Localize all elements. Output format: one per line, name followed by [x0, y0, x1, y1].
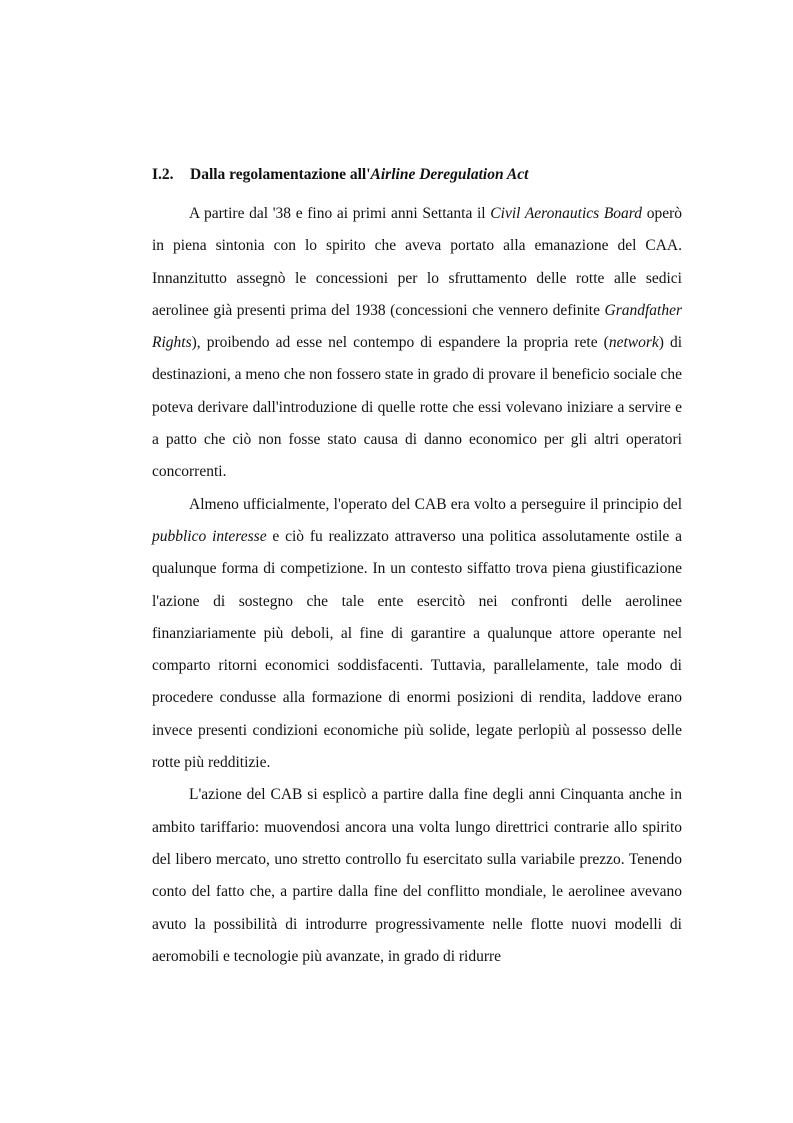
paragraph-list: [152, 198, 682, 973]
section-number: I.2.: [152, 166, 174, 183]
document-page: [152, 161, 682, 973]
paragraph-segment-italic: Civil Aeronautics Board: [490, 205, 643, 222]
paragraph-segment: A partire dal '38 e fino ai primi anni Settanta il: [189, 205, 491, 222]
paragraph-segment: ) di destinazioni, a meno che non fossero state in grado di provare il beneficio sociale che poteva derivare dall'introduzione di quelle rotte che essi volevano iniziare a servire e a patto che ciò non fosse stato causa di danno economico per gli altri operatori concorrenti.: [152, 334, 683, 481]
paragraph-segment-italic: Grandfather Rights: [152, 301, 682, 352]
paragraph-segment: Almeno ufficialmente, l'operato del CAB era volto a perseguire il principio del: [189, 495, 682, 513]
paragraph-2: [152, 489, 682, 780]
paragraph-segment-italic: pubblico interesse: [152, 527, 267, 545]
paragraph-3: [152, 779, 682, 973]
paragraph-segment: L'azione del CAB si esplicò a partire dalla fine degli anni Cinquanta anche in ambito tariffario: muovendosi ancora una volta lungo direttrici contrarie allo spirito del libero mercato, uno stretto controllo fu esercitato sulla variabile prezzo. Tenendo conto del fatto che, a partire dalla fine del conflitto mondiale, le aerolinee avevano avuto la possibilità di introdurre progressivamente nelle flotte nuovi modelli di aeromobili e tecnologie più avanzate, in grado di ridurre: [152, 786, 682, 965]
paragraph-segment: ), proibendo ad esse nel contempo di espandere la propria rete (: [191, 334, 609, 352]
paragraph-segment-italic: network: [608, 334, 659, 352]
section-title-italic: Airline Deregulation Act: [370, 166, 529, 183]
paragraph-segment: operò in piena sintonia con lo spirito che aveva portato alla emanazione del CAA. Innanzitutto assegnò le concessioni per lo sfruttamento delle rotte alle sedici aerolinee già presenti prima del 1938 (concessioni che vennero definite: [152, 205, 682, 319]
section-heading: [152, 161, 682, 188]
paragraph-1: [152, 198, 682, 489]
paragraph-segment: e ciò fu realizzato attraverso una politica assolutamente ostile a qualunque forma di competizione. In un contesto siffatto trova piena giustificazione l'azione di sostegno che tale ente esercitò nei confronti delle aerolinee finanziariamente più deboli, al fine di garantire a qualunque attore operante nel comparto ritorni economici soddisfacenti. Tuttavia, parallelamente, tale modo di procedere condusse alla formazione di enormi posizioni di rendita, laddove erano invece presenti condizioni economiche più solide, legate perlopiù al possesso delle rotte più redditizie.: [152, 527, 683, 772]
section-title-prefix: Dalla regolamentazione all': [190, 166, 371, 183]
